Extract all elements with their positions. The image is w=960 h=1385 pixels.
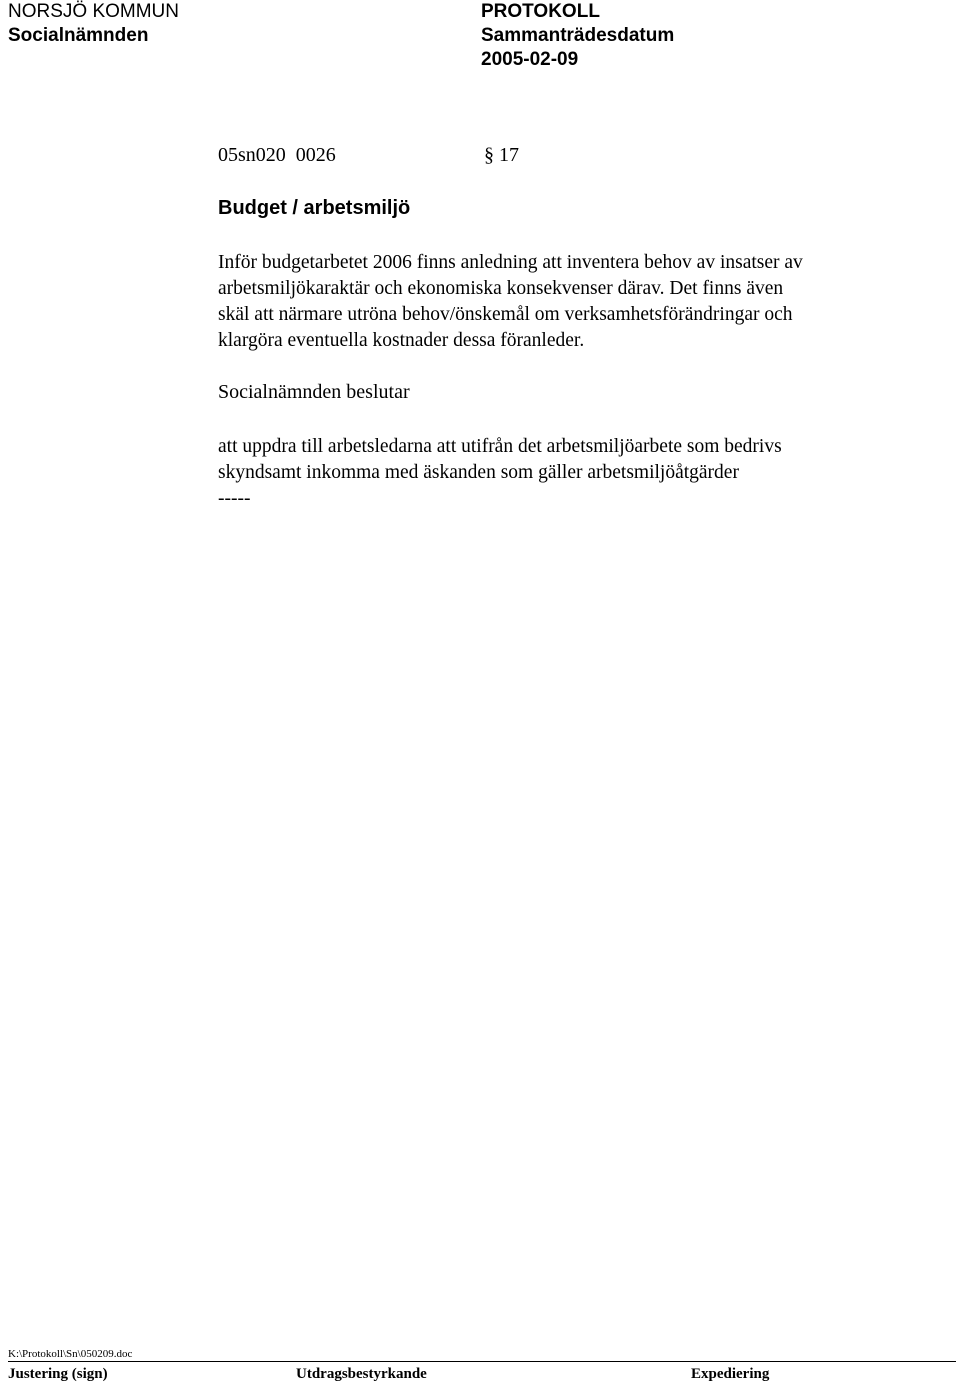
case-reference: 05sn020 0026 xyxy=(218,144,336,166)
body-line: Inför budgetarbetet 2006 finns anledning att inventera behov av insatser av xyxy=(218,252,803,273)
file-path: K:\Protokoll\Sn\050209.doc xyxy=(8,1348,133,1360)
justering-label: Justering (sign) xyxy=(8,1366,108,1382)
body-line: klargöra eventuella kostnader dessa föranleder. xyxy=(218,330,585,351)
body-line: skäl att närmare utröna behov/önskemål om verksamhetsförändringar och xyxy=(218,304,793,325)
committee-name: Socialnämnden xyxy=(8,25,149,46)
body-line: arbetsmiljökaraktär och ekonomiska konsekvenser därav. Det finns även xyxy=(218,278,784,299)
footer-divider xyxy=(8,1361,956,1362)
meeting-date: 2005-02-09 xyxy=(481,49,579,70)
decision-text xyxy=(218,434,918,512)
decision-line: att uppdra till arbetsledarna att utifrån det arbetsmiljöarbete som bedrivs xyxy=(218,436,782,457)
header-left xyxy=(8,0,179,48)
expediering-label: Expediering xyxy=(691,1366,770,1382)
document-type: PROTOKOLL xyxy=(481,1,600,22)
utdragsbestyrkande-label: Utdragsbestyrkande xyxy=(296,1366,427,1382)
paragraph-number: § 17 xyxy=(484,144,519,166)
item-body xyxy=(218,250,918,354)
item-title: Budget / arbetsmiljö xyxy=(218,197,411,219)
meeting-date-label: Sammanträdesdatum xyxy=(481,25,675,46)
header-right xyxy=(481,0,674,72)
decision-line: skyndsamt inkomma med äskanden som gäller arbetsmiljöåtgärder xyxy=(218,462,739,483)
municipality-name: NORSJÖ KOMMUN xyxy=(8,1,179,22)
decision-line: ----- xyxy=(218,488,251,509)
decision-heading: Socialnämnden beslutar xyxy=(218,381,410,403)
